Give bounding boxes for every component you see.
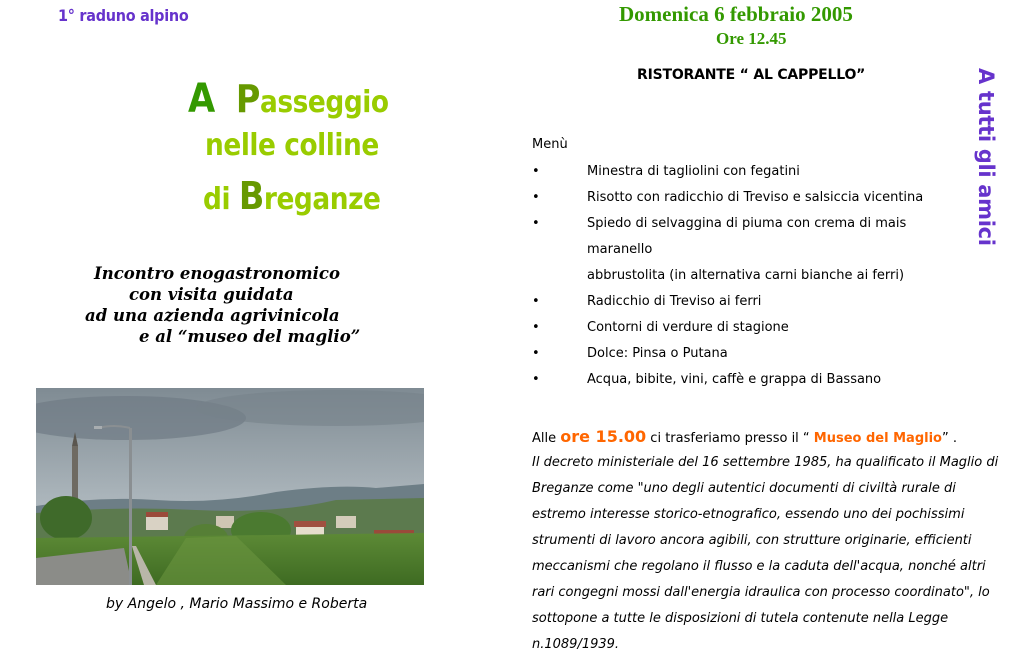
bullet-icon: • — [532, 320, 540, 335]
menu-label: Menù — [532, 137, 568, 152]
bullet-icon: • — [532, 190, 540, 205]
subtitle-line: ad una azienda agrivinicola — [85, 306, 340, 325]
vertical-greeting — [970, 68, 1010, 288]
landscape-photo — [36, 388, 424, 585]
title-line-3-rest: reganze — [263, 182, 381, 217]
menu-item: • Dolce: Pinsa o Putana — [532, 341, 972, 367]
subtitle-line: Incontro enogastronomico — [94, 264, 340, 283]
subtitle-line: con visita guidata — [129, 285, 294, 304]
bullet-icon: • — [532, 346, 540, 361]
event-label: 1° raduno alpino — [58, 6, 189, 25]
title-initial-b: B — [238, 174, 264, 218]
title-line-3 — [203, 174, 390, 218]
title-initial-p: P — [235, 77, 261, 121]
landscape-illustration — [36, 388, 424, 585]
decree-paragraph: Il decreto ministeriale del 16 settembre 1985, ha qualificato il Maglio di Breganze come "uno degli autentici documenti di civiltà rurale di estremo interesse storico-etnografico, essendo uno dei pochissimi strumenti di lavoro ancora agibili, con strutture originarie, efficienti meccanismi che regolano il flusso e la caduta dell'acqua, nonché altri rari congegni mossi dall'energia idraulica con processo coordinato", lo sottopone a tutte le disposizioni di tutela contenute nella Legge n.1089/1939. — [532, 455, 999, 652]
title — [188, 76, 416, 218]
menu-item: • Minestra di tagliolini con fegatini — [532, 159, 972, 185]
museum-name: Museo del Maglio — [813, 431, 942, 446]
afternoon-section — [532, 426, 999, 658]
menu-item: • Contorni di verdure di stagione — [532, 315, 972, 341]
event-date: Domenica 6 febbraio 2005 — [619, 2, 853, 26]
bullet-icon: • — [532, 216, 540, 231]
authors: by Angelo , Mario Massimo e Roberta — [106, 596, 368, 612]
event-time: Ore 12.45 — [716, 29, 787, 48]
title-initial-a: A — [188, 76, 215, 122]
bullet-icon: • — [532, 294, 540, 309]
subtitle-line: e al “museo del maglio” — [139, 327, 361, 346]
subtitle — [85, 263, 385, 347]
menu-item: • Risotto con radicchio di Treviso e salsiccia vicentina — [532, 185, 972, 211]
bullet-icon: • — [532, 164, 540, 179]
title-line-3-pre: di — [203, 182, 239, 217]
afternoon-line: Alle ore 15.00 ci trasferiamo presso il “ Museo del Maglio” . — [532, 427, 957, 446]
menu-item-continuation: abbrustolita (in alternativa carni bianche ai ferri) — [587, 268, 905, 283]
title-line-2: nelle colline — [205, 128, 379, 163]
menu-item: • Radicchio di Treviso ai ferri — [532, 289, 972, 315]
restaurant-name: RISTORANTE “ AL CAPPELLO” — [637, 67, 866, 83]
title-line-1 — [188, 76, 389, 122]
menu-list — [532, 159, 972, 393]
vertical-greeting-text: A tutti gli amici — [974, 68, 998, 246]
menu-item: • Spiedo di selvaggina di piuma con crema di mais maranello — [532, 211, 972, 263]
bullet-icon: • — [532, 372, 540, 387]
menu-item: • Acqua, bibite, vini, caffè e grappa di Bassano — [532, 367, 972, 393]
title-line-1-rest: asseggio — [260, 85, 389, 120]
afternoon-time: ore 15.00 — [560, 427, 647, 446]
